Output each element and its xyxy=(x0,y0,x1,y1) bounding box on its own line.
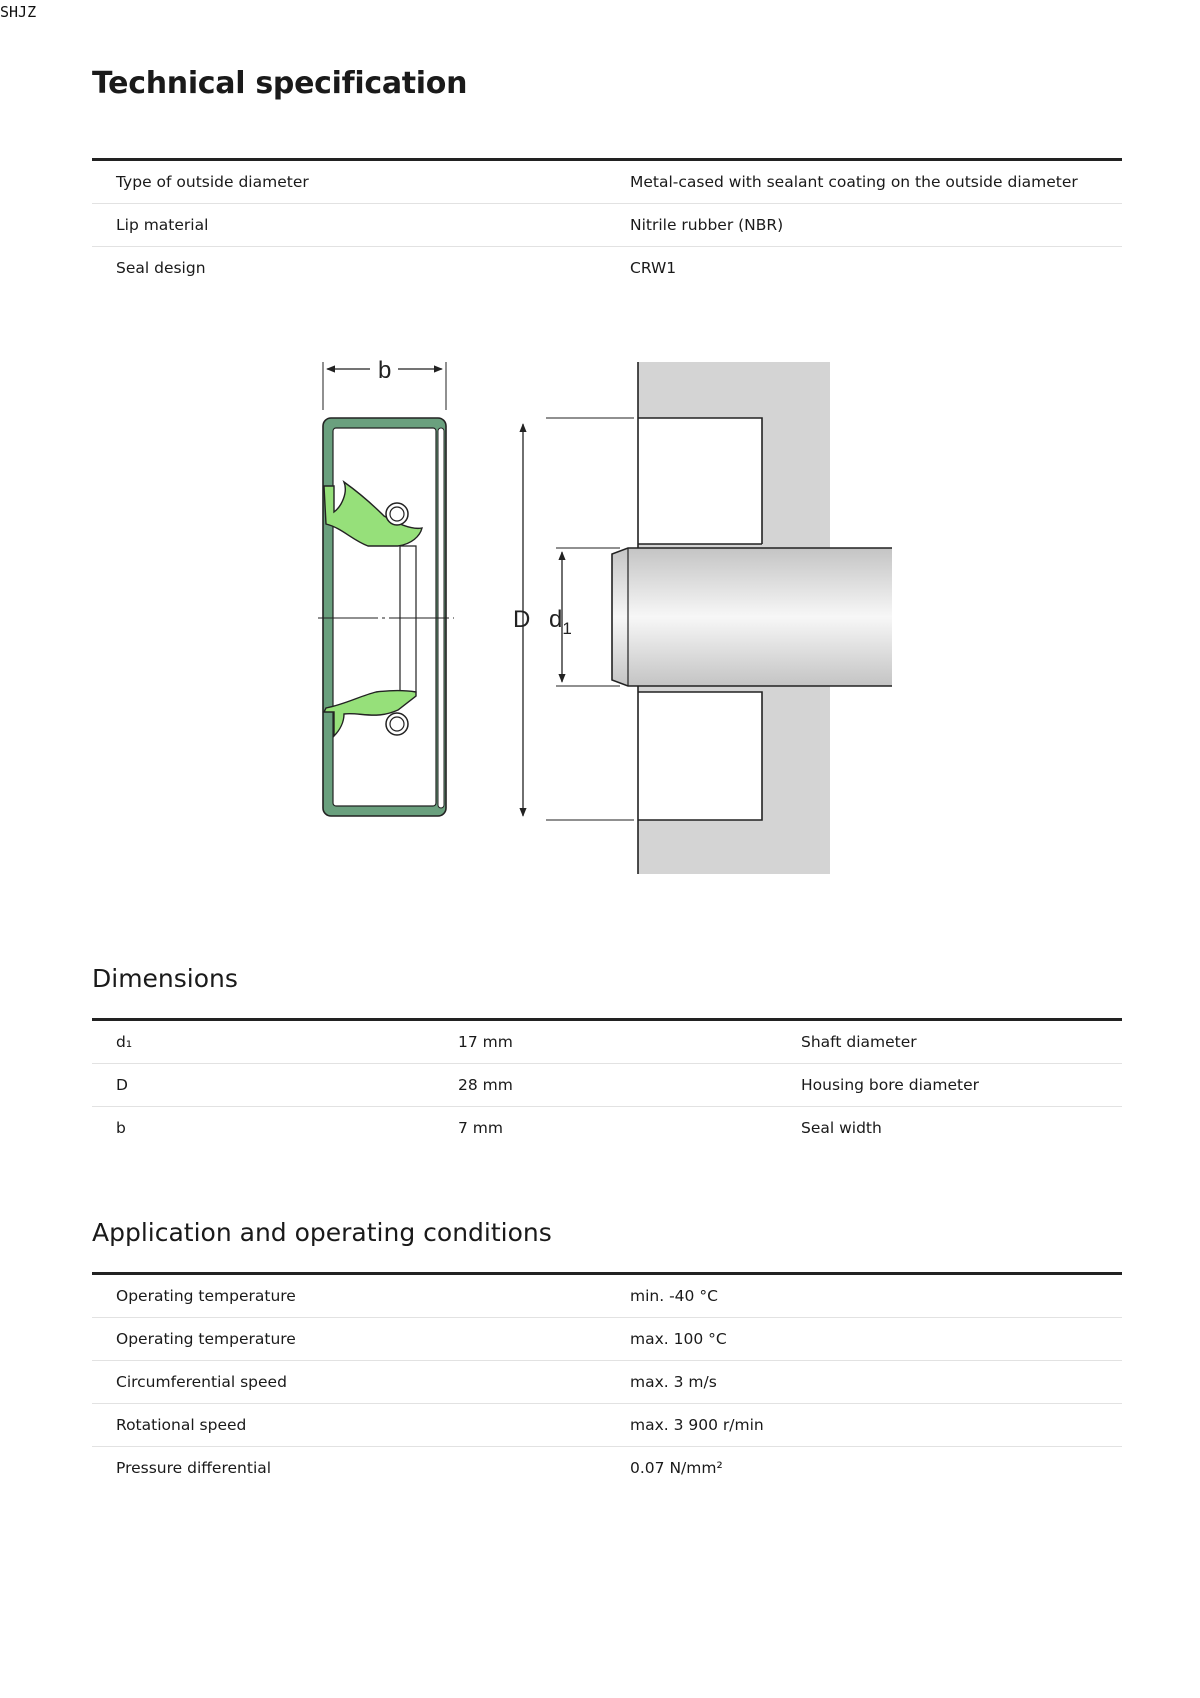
spec-value: Nitrile rubber (NBR) xyxy=(630,216,784,234)
table-row xyxy=(92,1107,1122,1149)
dimension-value: 17 mm xyxy=(458,1033,513,1051)
condition-label: Pressure differential xyxy=(116,1459,272,1477)
corner-label: SHJZ xyxy=(0,3,37,21)
spec-value: CRW1 xyxy=(630,259,677,277)
operating-conditions-table xyxy=(92,1272,1122,1489)
condition-value: min. -40 °C xyxy=(630,1287,718,1305)
table-row xyxy=(92,1021,1122,1064)
label-b: b xyxy=(378,357,392,384)
table-row xyxy=(92,1064,1122,1107)
dimension-description: Seal width xyxy=(801,1119,882,1137)
condition-value: 0.07 N/mm² xyxy=(630,1459,723,1477)
condition-label: Circumferential speed xyxy=(116,1373,287,1391)
condition-label: Rotational speed xyxy=(116,1416,247,1434)
spec-label: Lip material xyxy=(116,216,209,234)
label-d1: $d_1$ xyxy=(549,606,572,638)
table-row xyxy=(92,204,1122,247)
table-row xyxy=(92,161,1122,204)
dimension-value: 7 mm xyxy=(458,1119,503,1137)
dimension-description: Shaft diameter xyxy=(801,1033,917,1051)
table-row xyxy=(92,1318,1122,1361)
shaft-shape xyxy=(612,548,892,686)
dimensions-title: Dimensions xyxy=(92,964,238,993)
dimension-symbol: D xyxy=(116,1076,128,1094)
dimension-description: Housing bore diameter xyxy=(801,1076,980,1094)
table-row xyxy=(92,1275,1122,1318)
spec-label: Type of outside diameter xyxy=(116,173,309,191)
label-D: D xyxy=(513,606,531,633)
dimension-symbol: b xyxy=(116,1119,126,1137)
condition-value: max. 3 900 r/min xyxy=(630,1416,764,1434)
condition-label: Operating temperature xyxy=(116,1330,296,1348)
dimensions-table xyxy=(92,1018,1122,1149)
dimension-symbol: d₁ xyxy=(116,1033,133,1051)
page-title: Technical specification xyxy=(92,66,468,101)
condition-value: max. 100 °C xyxy=(630,1330,727,1348)
technical-spec-table xyxy=(92,158,1122,289)
condition-value: max. 3 m/s xyxy=(630,1373,717,1391)
table-row xyxy=(92,247,1122,289)
table-row xyxy=(92,1361,1122,1404)
spec-value: Metal-cased with sealant coating on the outside diameter xyxy=(630,173,1078,191)
table-row xyxy=(92,1404,1122,1447)
operating-conditions-title: Application and operating conditions xyxy=(92,1218,552,1247)
condition-label: Operating temperature xyxy=(116,1287,296,1305)
spec-label: Seal design xyxy=(116,259,206,277)
table-row xyxy=(92,1447,1122,1489)
dimension-value: 28 mm xyxy=(458,1076,513,1094)
seal-dimension-drawing xyxy=(310,355,900,885)
